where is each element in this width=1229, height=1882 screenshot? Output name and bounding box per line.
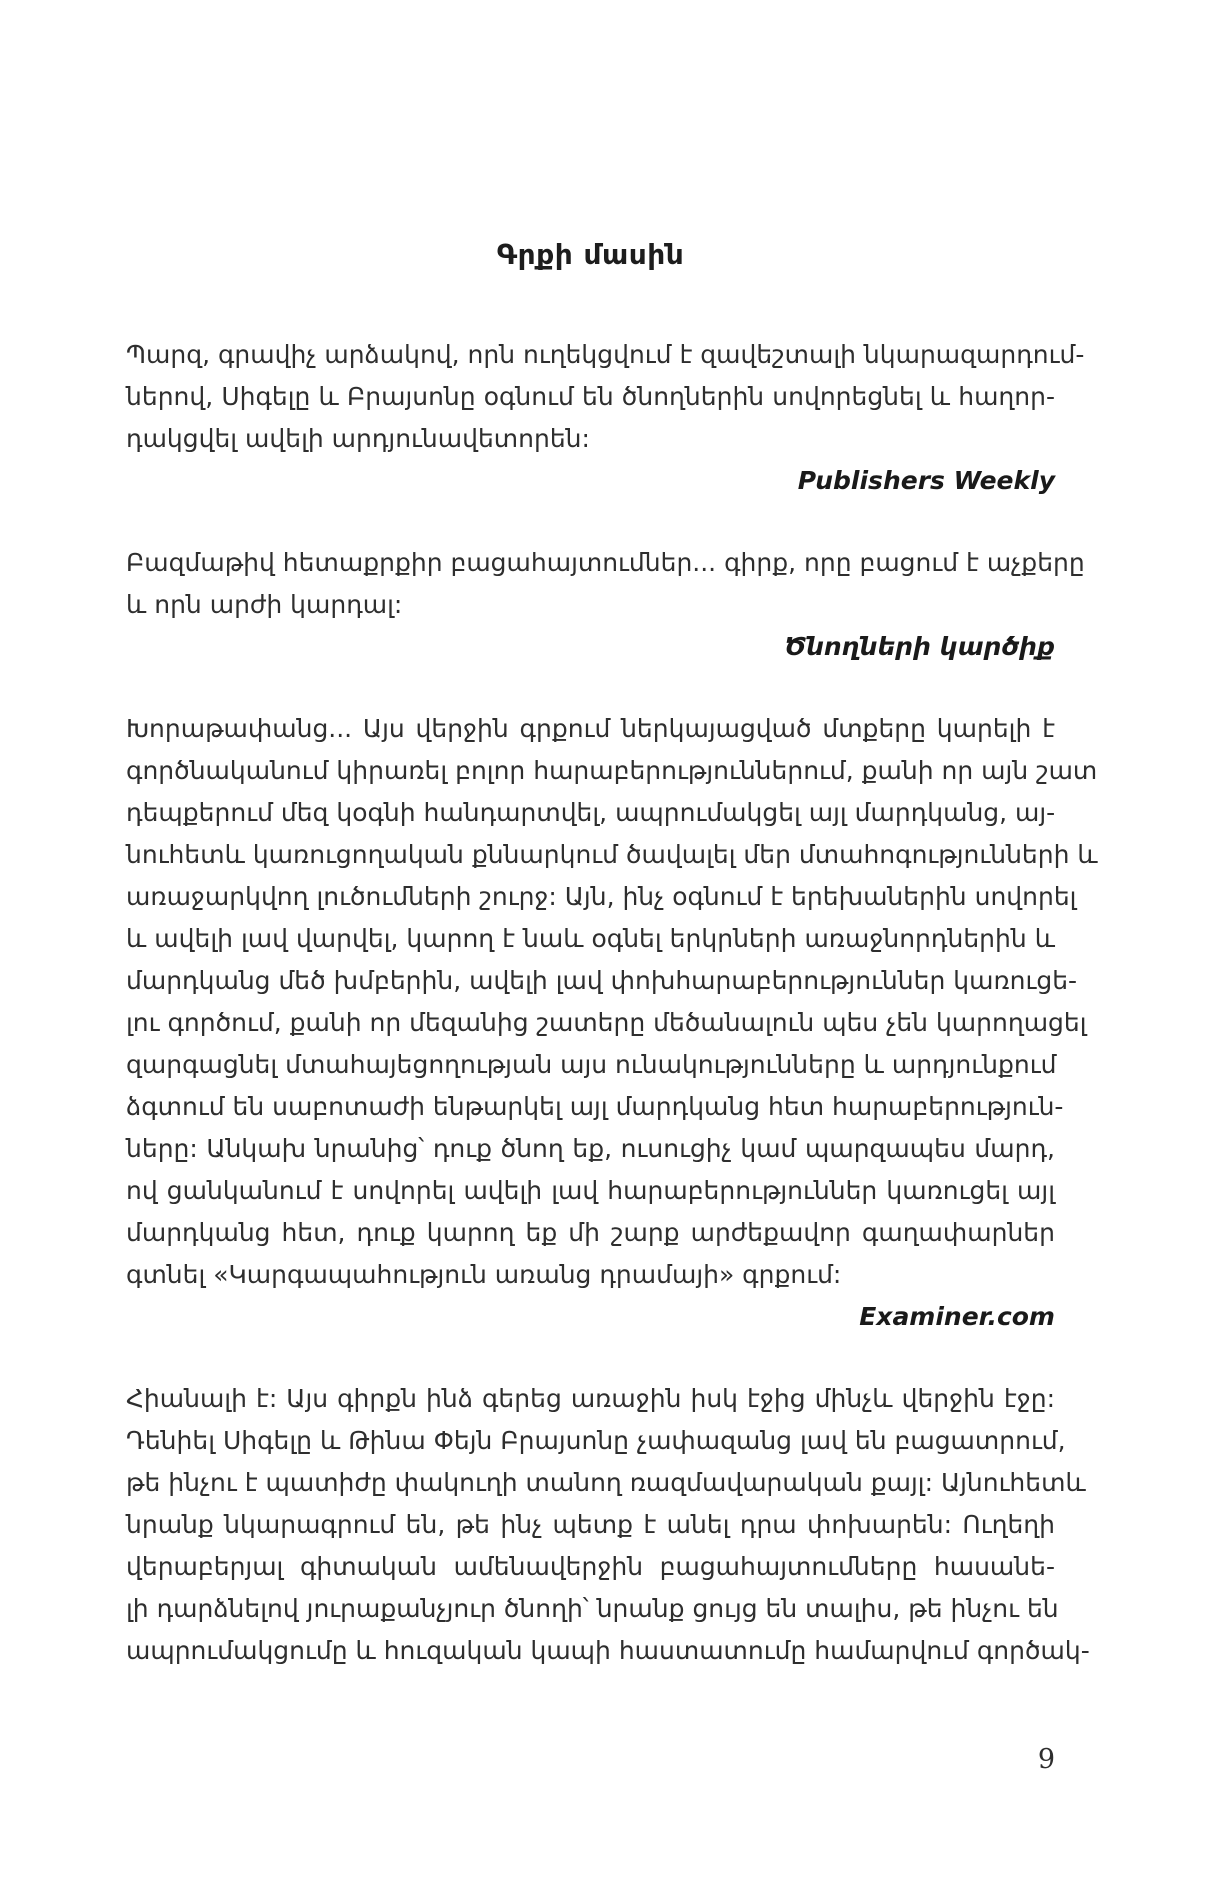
review-block — [126, 334, 1085, 502]
review-line: ները: Անկախ նրանից՝ դուք ծնող եք, ուսուցիչ կամ պարզապես մարդ, — [126, 1134, 1055, 1163]
page-content — [126, 234, 1098, 1672]
review-line: գործնականում կիրառել բոլոր հարաբերություններում, քանի որ այն շատ — [126, 756, 1098, 785]
review-line: Բազմաթիվ հետաքրքիր բացահայտումներ... գիրք, որը բացում է աչքերը — [126, 548, 1085, 577]
page-title: Գրքի մասին — [496, 238, 685, 271]
review-line: դակցվել ավելի արդյունավետորեն: — [126, 424, 590, 453]
review-line: Դենիել Սիգելը և Թինա Փեյն Բրայսոնը չափազանց լավ են բացատրում, — [126, 1426, 1066, 1455]
review-line: գտնել «Կարգապահություն առանց դրամայի» գրքում: — [126, 1260, 842, 1289]
page-number: 9 — [1037, 1744, 1055, 1775]
review-line: վերաբերյալ գիտական ամենավերջին բացահայտումները հասանե- — [126, 1552, 1055, 1581]
review-line: մարդկանց մեծ խմբերին, ավելի լավ փոխհարաբերություններ կառուցե- — [126, 966, 1078, 995]
review-line: ներով, Սիգելը և Բրայսոնը օգնում են ծնողներին սովորեցնել և հաղոր- — [126, 382, 1055, 411]
review-line: ապրումակցումը և հուզական կապի հաստատումը համարվում գործակ- — [126, 1636, 1090, 1665]
review-source: Examiner.com — [859, 1302, 1055, 1331]
review-line: լի դարձնելով յուրաքանչյուր ծնողի՝ նրանք ցույց են տալիս, թե ինչու են — [126, 1594, 1059, 1623]
review-block — [126, 542, 1085, 668]
review-line: Հիանալի է: Այս գիրքն ինձ գերեց առաջին իսկ էջից մինչև վերջին էջը: — [126, 1384, 1055, 1413]
review-source: Publishers Weekly — [797, 466, 1055, 495]
review-line: լու գործում, քանի որ մեզանից շատերը մեծանալուն պես չեն կարողացել — [126, 1008, 1087, 1037]
review-line: նրանք նկարագրում են, թե ինչ պետք է անել դրա փոխարեն: Ուղեղի — [126, 1510, 1055, 1539]
review-line: ձգտում են սաբոտաժի ենթարկել այլ մարդկանց հետ հարաբերություն- — [126, 1092, 1064, 1121]
review-line: թե ինչու է պատիժը փակուղի տանող ռազմավարական քայլ: Այնուհետև — [126, 1468, 1086, 1497]
review-line: Խորաթափանց... Այս վերջին գրքում ներկայացված մտքերը կարելի է — [126, 714, 1055, 743]
review-line: Պարզ, գրավիչ արձակով, որն ուղեկցվում է զավեշտալի նկարազարդում- — [126, 340, 1085, 369]
review-block — [126, 1378, 1090, 1672]
review-line: և որն արժի կարդալ: — [126, 590, 403, 619]
review-line: ով ցանկանում է սովորել ավելի լավ հարաբերություններ կառուցել այլ — [126, 1176, 1055, 1205]
reviews — [126, 334, 1098, 1672]
review-block — [126, 708, 1098, 1338]
review-line: նուհետև կառուցողական քննարկում ծավալել մեր մտահոգությունների և — [126, 840, 1098, 869]
review-line: զարգացնել մտահայեցողության այս ունակությունները և արդյունքում — [126, 1050, 1057, 1079]
review-source: Ծնողների կարծիք — [784, 632, 1055, 661]
review-line: առաջարկվող լուծումների շուրջ: Այն, ինչ օգնում է երեխաներին սովորել — [126, 882, 1077, 911]
review-line: դեպքերում մեզ կօգնի հանդարտվել, ապրումակցել այլ մարդկանց, այ- — [126, 798, 1056, 827]
review-line: և ավելի լավ վարվել, կարող է նաև օգնել երկրների առաջնորդներին և — [126, 924, 1055, 953]
review-line: մարդկանց հետ, դուք կարող եք մի շարք արժեքավոր գաղափարներ — [126, 1218, 1055, 1247]
